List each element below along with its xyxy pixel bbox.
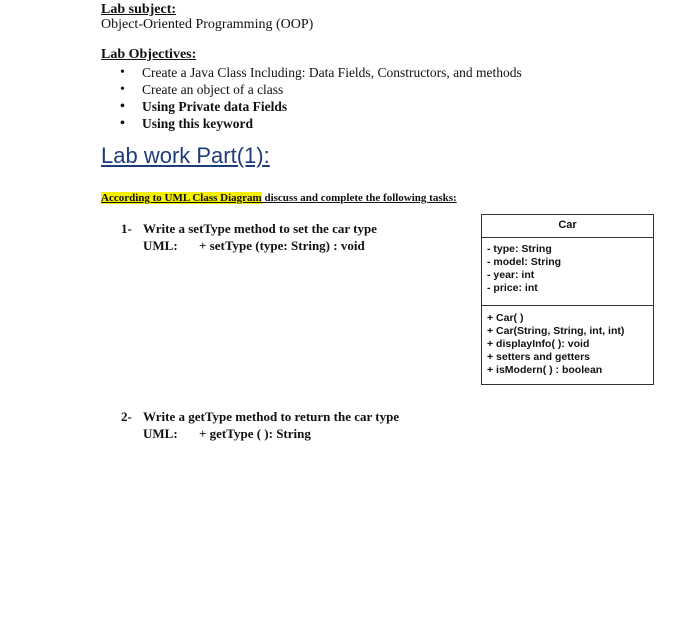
uml-method: + Car(String, String, int, int) (487, 325, 625, 337)
task-text: Write a setType method to set the car type (143, 221, 377, 236)
uml-class-diagram (481, 214, 654, 385)
uml-methods-section (482, 306, 653, 377)
objective-item: • Using this keyword (120, 115, 522, 132)
objective-item: • Create a Java Class Including: Data Fields, Constructors, and methods (120, 64, 522, 81)
uml-field: - model: String (487, 256, 562, 268)
task-number: 1- (121, 221, 132, 236)
uml-field: - price: int (487, 282, 538, 294)
task-item-1 (121, 221, 377, 254)
uml-field: - year: int (487, 269, 535, 281)
lab-subject-value: Object-Oriented Programming (OOP) (101, 17, 314, 32)
uml-method: + Car( ) (487, 312, 524, 324)
objective-item: • Create an object of a class (120, 81, 522, 98)
lab-subject-label: Lab subject: (101, 2, 177, 17)
uml-method: + isModern( ) : boolean (487, 364, 603, 376)
uml-method: + setters and getters (487, 351, 591, 363)
task-uml-label: UML: (143, 426, 178, 441)
uml-fields-section (482, 238, 653, 306)
lab-work-heading: Lab work Part(1): (101, 143, 270, 168)
lab-objectives-label: Lab Objectives: (101, 47, 197, 62)
uml-class-name: Car (482, 215, 653, 238)
uml-field: - type: String (487, 243, 552, 255)
uml-instruction-highlight: According to UML Class Diagram (101, 192, 262, 204)
task-uml-signature: + setType (type: String) : void (199, 238, 365, 253)
task-number: 2- (121, 409, 132, 424)
uml-instruction (101, 192, 457, 204)
task-item-2 (121, 409, 399, 442)
task-uml-label: UML: (143, 238, 178, 253)
uml-instruction-rest: discuss and complete the following tasks: (261, 192, 457, 204)
task-text: Write a getType method to return the car type (143, 409, 400, 424)
task-uml-signature: + getType ( ): String (199, 426, 311, 441)
objective-item: • Using Private data Fields (120, 98, 522, 115)
lab-objectives-list (120, 64, 522, 132)
uml-method: + displayInfo( ): void (487, 338, 590, 350)
